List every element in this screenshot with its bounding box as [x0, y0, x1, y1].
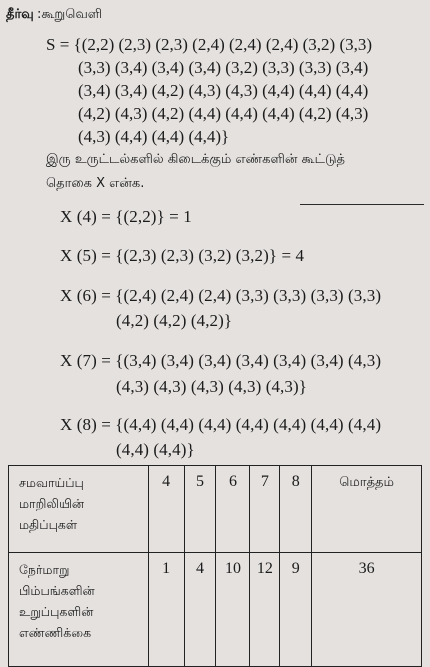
total-label: மொத்தம்: [312, 466, 422, 553]
event-x8-cont: (4,4) (4,4)}: [116, 440, 195, 459]
sample-space-row: (3,4) (3,4) (4,2) (4,3) (4,3) (4,4) (4,4) (4,4): [78, 81, 369, 100]
table-cell: 1: [148, 553, 184, 667]
solution-header: [6, 6, 102, 23]
table-cell: 9: [280, 553, 312, 667]
table-cell: 5: [184, 466, 216, 553]
frequency-table: [8, 465, 422, 667]
row-label-line: எண்ணிக்கை: [19, 625, 92, 640]
row-label-line: சமவாய்ப்பு: [19, 475, 84, 490]
row-label-line: உறுப்புகளின்: [19, 604, 94, 619]
event-x6: X (6) = {(2,4) (2,4) (2,4) (3,3) (3,3) (3,3) (3,3): [60, 286, 382, 305]
definition-line: தொகை X என்க.: [46, 176, 145, 191]
event-x8: X (8) = {(4,4) (4,4) (4,4) (4,4) (4,4) (4,4) (4,4): [60, 415, 382, 434]
table-cell: 4: [148, 466, 184, 553]
table-row: [9, 466, 422, 553]
row-label-line: மதிப்புகள்: [19, 517, 78, 532]
sample-space-row: (4,2) (4,3) (4,2) (4,4) (4,4) (4,4) (4,2) (4,3): [78, 104, 369, 123]
definition-line: இரு உருட்டல்களில் கிடைக்கும் எண்களின் கூட்டுத்: [46, 152, 346, 167]
event-x4: X (4) = {(2,2)} = 1: [60, 207, 192, 226]
sample-space-label: :கூறுவெளி: [36, 7, 103, 22]
table-row: [9, 553, 422, 667]
table-cell: 4: [184, 553, 216, 667]
table-cell: 7: [250, 466, 280, 553]
row-label-counts: [9, 553, 149, 667]
event-x5: X (5) = {(2,3) (2,3) (3,2) (3,2)} = 4: [60, 246, 305, 265]
row-label-values: [9, 466, 149, 553]
event-x6-cont: (4,2) (4,2) (4,2)}: [116, 311, 233, 330]
event-x7-cont: (4,3) (4,3) (4,3) (4,3) (4,3)}: [116, 377, 308, 396]
sample-space-row: S = {(2,2) (2,3) (2,3) (2,4) (2,4) (2,4) (3,2) (3,3): [46, 35, 373, 54]
total-value: 36: [312, 553, 422, 667]
row-label-line: மாறிலியின்: [19, 496, 85, 511]
table-cell: 8: [280, 466, 312, 553]
table-cell: 12: [250, 553, 280, 667]
event-x7: X (7) = {(3,4) (3,4) (3,4) (3,4) (3,4) (3,4) (4,3): [60, 351, 382, 370]
table-cell: 10: [216, 553, 250, 667]
divider-line: [300, 204, 424, 205]
table-cell: 6: [216, 466, 250, 553]
solution-label: தீர்வு: [6, 7, 34, 22]
sample-space-row: (4,3) (4,4) (4,4) (4,4)}: [78, 127, 230, 146]
row-label-line: பிம்பங்களின்: [19, 583, 95, 598]
sample-space-row: (3,3) (3,4) (3,4) (3,4) (3,2) (3,3) (3,3) (3,4): [78, 58, 369, 77]
row-label-line: நேர்மாறு: [19, 562, 70, 577]
